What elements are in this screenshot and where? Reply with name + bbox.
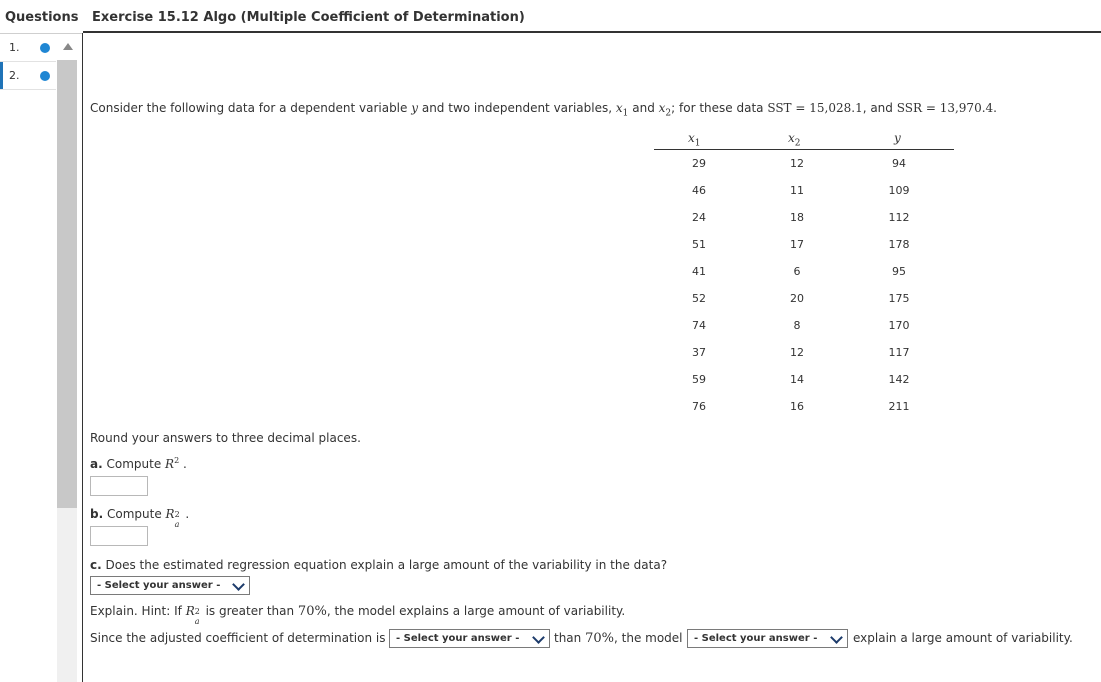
part-a-prompt — [90, 456, 187, 471]
table-cell: 74 — [692, 319, 706, 332]
table-cell: 112 — [888, 211, 910, 224]
select-placeholder: - Select your answer - — [97, 580, 221, 591]
table-cell: 8 — [793, 319, 801, 332]
chevron-down-icon — [532, 631, 545, 644]
period: . — [185, 507, 190, 521]
x2-variable: x — [658, 101, 666, 115]
question-item-1[interactable] — [0, 34, 56, 62]
table-cell: 6 — [793, 265, 801, 278]
r-superscript: 2 — [194, 607, 200, 616]
r-symbol: R — [165, 507, 175, 521]
table-cell: 46 — [692, 184, 706, 197]
x2-subscript: 2 — [665, 108, 672, 119]
ssr-label: SSR — [896, 101, 923, 115]
intro-text: Consider the following data for a dependent variable — [90, 101, 408, 115]
hint-text: is greater than — [205, 604, 295, 618]
explain-hint — [90, 604, 626, 626]
table-cell: 175 — [888, 292, 910, 305]
r-symbol: R — [185, 604, 195, 618]
threshold-percent: 70% — [585, 631, 615, 646]
table-cell: 20 — [790, 292, 804, 305]
table-cell: 178 — [888, 238, 910, 251]
table-cell: 41 — [692, 265, 706, 278]
table-cell: 29 — [692, 157, 706, 170]
part-b-label: b. — [90, 507, 104, 521]
part-a-text: Compute — [106, 457, 162, 471]
table-cell: 95 — [892, 265, 906, 278]
r-superscript: 2 — [174, 510, 180, 519]
sidebar-header — [0, 0, 82, 34]
r-subscript: a — [194, 617, 200, 626]
header-sub: 2 — [794, 138, 801, 149]
ssr-value: = 13,970.4 — [925, 101, 994, 115]
adjusted-r-squared-input[interactable] — [90, 526, 148, 546]
since-before-text: Since the adjusted coefficient of determination is — [90, 631, 386, 645]
since-text: than — [554, 631, 582, 645]
threshold-percent: 70% — [297, 604, 327, 619]
status-dot-icon — [40, 43, 50, 53]
r-subscript: a — [174, 520, 180, 529]
intro-text: , and — [862, 101, 893, 115]
table-cell: 52 — [692, 292, 706, 305]
table-cell: 37 — [692, 346, 706, 359]
question-sidebar — [0, 34, 82, 682]
table-cell: 17 — [790, 238, 804, 251]
hint-text: , the model explains a large amount of variability. — [326, 604, 626, 618]
sst-value: = 15,028.1 — [795, 101, 863, 115]
x1-variable: x — [615, 101, 623, 115]
intro-text: ; for these data — [671, 101, 764, 115]
table-cell: 14 — [790, 373, 804, 386]
question-content — [90, 0, 1090, 682]
since-after-text: explain a large amount of variability. — [853, 631, 1073, 645]
r-symbol: R — [165, 457, 175, 471]
table-cell: 12 — [790, 346, 804, 359]
select-placeholder: - Select your answer - — [396, 633, 520, 644]
question-number: 2. — [9, 69, 20, 82]
intro-text: and two independent variables, — [421, 101, 613, 115]
r-squared-input[interactable] — [90, 476, 148, 496]
question-item-2[interactable] — [0, 62, 56, 90]
problem-intro — [90, 101, 997, 118]
round-instruction: Round your answers to three decimal places. — [90, 431, 361, 445]
hint-text: Explain. Hint: If — [90, 604, 182, 618]
table-cell: 94 — [892, 157, 906, 170]
sidebar-title: Questions — [5, 10, 79, 25]
table-cell: 18 — [790, 211, 804, 224]
header-var: x — [688, 131, 695, 145]
model-explains-select[interactable] — [687, 629, 848, 648]
table-header-x2 — [788, 131, 801, 148]
part-b-prompt — [90, 507, 190, 529]
since-text: , the model — [614, 631, 683, 645]
table-header-x1 — [688, 131, 701, 148]
table-header-y — [894, 131, 901, 145]
table-cell: 211 — [888, 400, 910, 413]
part-c-label: c. — [90, 558, 102, 572]
r-superscript: 2 — [174, 456, 180, 465]
header-sub: 1 — [694, 138, 701, 149]
table-cell: 117 — [888, 346, 910, 359]
part-c-select[interactable] — [90, 576, 250, 595]
content-divider — [82, 33, 83, 682]
scroll-up-arrow-icon[interactable] — [63, 43, 73, 50]
table-cell: 12 — [790, 157, 804, 170]
chevron-down-icon — [830, 631, 843, 644]
table-header-rule — [654, 149, 954, 150]
period: . — [183, 457, 187, 471]
table-cell: 142 — [888, 373, 910, 386]
select-placeholder: - Select your answer - — [694, 633, 818, 644]
table-cell: 16 — [790, 400, 804, 413]
header-var: x — [788, 131, 795, 145]
status-dot-icon — [40, 71, 50, 81]
sst-label: SST — [767, 101, 792, 115]
exercise-title: Exercise 15.12 Algo (Multiple Coefficient of Determination) — [92, 10, 525, 25]
comparison-select[interactable] — [389, 629, 550, 648]
table-cell: 59 — [692, 373, 706, 386]
question-number: 1. — [9, 41, 20, 54]
table-cell: 24 — [692, 211, 706, 224]
part-a-label: a. — [90, 457, 103, 471]
header-var: y — [894, 131, 901, 145]
table-cell: 76 — [692, 400, 706, 413]
x1-subscript: 1 — [622, 108, 629, 119]
since-mid-text — [554, 631, 683, 646]
table-cell: 109 — [888, 184, 910, 197]
table-cell: 170 — [888, 319, 910, 332]
part-b-text: Compute — [106, 507, 162, 521]
sidebar-scrollbar-thumb[interactable] — [57, 60, 77, 508]
table-cell: 11 — [790, 184, 804, 197]
part-c-text: Does the estimated regression equation explain a large amount of the variability in the data? — [105, 558, 668, 572]
part-c-prompt — [90, 558, 667, 572]
chevron-down-icon — [232, 578, 245, 591]
table-cell: 51 — [692, 238, 706, 251]
y-variable: y — [411, 101, 419, 115]
intro-text: and — [632, 101, 655, 115]
intro-text: . — [993, 101, 997, 115]
